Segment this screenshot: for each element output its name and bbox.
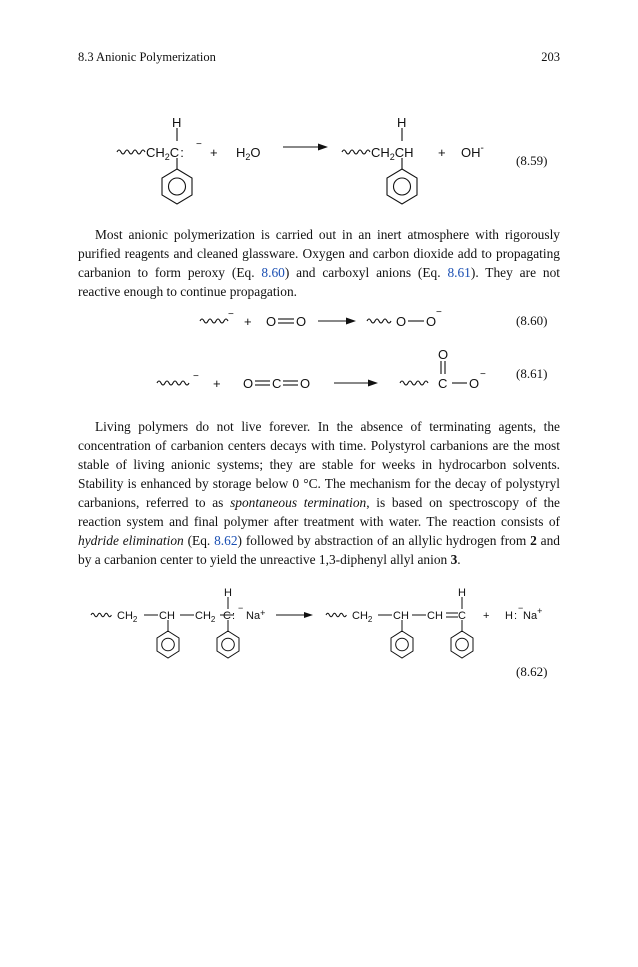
- methylene-label: $CH_2$: [352, 610, 373, 624]
- sodium-label: Na+: [523, 606, 543, 622]
- carbon-label: C: [438, 376, 448, 391]
- equation-number: (8.62): [516, 664, 548, 679]
- hydrogen-label: H: [458, 587, 466, 599]
- negative-charge: −: [196, 139, 202, 150]
- sodium-hydride-label: H:: [505, 610, 518, 622]
- negative-charge: −: [228, 309, 234, 320]
- paragraph: Most anionic polymerization is carried out in an inert atmosphere with rigorously purified reagents and cleaned glassware. Oxygen and carbon dioxide add to propagating carbanion to form peroxy (Eq. 8.60) and carboxyl anions (Eq. 8.61). They are not reactive enough to continue propagation.: [78, 227, 560, 299]
- equation-number: (8.59): [516, 153, 548, 168]
- page-number: 203: [541, 50, 560, 64]
- equation-8-62: [0, 585, 638, 665]
- polymer-chain-wavy: [326, 613, 346, 617]
- plus-sign: +: [244, 314, 252, 329]
- negative-charge: −: [238, 603, 244, 613]
- oxygen-label: O: [469, 376, 480, 391]
- paragraph: Living polymers do not live forever. In the absence of terminating agents, the concentration of carbanion centers decays with time. Polystyrol carbanions are the most stable of living anionic systems; they are stable for weeks in hydrocarbon solvents. Stability is enhanced by storage below 0 °C. The mechanism for the decay of polystyryl carbanions, referred to as spontaneous termination, is based on spectroscopy of the reaction system and final polymer after treatment with water. The reaction consists of hydride elimination (Eq. 8.62) followed by abstraction of an allylic hydrogen from 2 and by a carbanion center to yield the unreactive 1,3-diphenyl allyl anion 3.: [78, 419, 560, 567]
- plus-sign: +: [213, 376, 221, 391]
- oxygen-label: O: [266, 314, 277, 329]
- sodium-label: Na+: [246, 608, 266, 622]
- methine-label: CH: [393, 610, 409, 622]
- oxygen-label: O: [243, 376, 254, 391]
- plus-sign: +: [210, 145, 218, 160]
- polymer-chain-wavy: [400, 381, 428, 385]
- benzene-ring: [162, 169, 192, 204]
- oxygen-label: O: [396, 314, 407, 329]
- negative-charge: −: [193, 371, 199, 382]
- hydrogen-label: H: [224, 587, 232, 599]
- oxygen-label: O: [300, 376, 311, 391]
- polymer-chain-wavy: [342, 150, 370, 154]
- benzene-ring: [451, 631, 473, 658]
- carbon-label: C: [272, 376, 282, 391]
- equation-number: (8.60): [516, 313, 548, 328]
- section-title: 8.3 Anionic Polymerization: [78, 50, 216, 64]
- benzene-ring: [217, 631, 239, 658]
- oxygen-label: O: [438, 347, 449, 362]
- water-formula: $H_2O$: [236, 145, 261, 162]
- benzene-ring: [387, 169, 417, 204]
- oxygen-label: O: [426, 314, 437, 329]
- hydrogen-label: H: [397, 115, 407, 130]
- equation-link[interactable]: 8.61: [447, 265, 471, 280]
- benzene-ring: [391, 631, 413, 658]
- negative-charge: −: [480, 369, 486, 380]
- benzene-ring: [157, 631, 179, 658]
- negative-charge: −: [436, 307, 442, 318]
- methylene-label: $CH_2$: [117, 610, 138, 624]
- polymer-chain-wavy: [367, 319, 391, 323]
- hydroxide-label: OH-: [461, 143, 484, 160]
- hydrogen-label: H: [172, 115, 182, 130]
- negative-charge: −: [518, 603, 524, 613]
- equation-link[interactable]: 8.62: [214, 533, 238, 548]
- methylene-label: $CH_2$: [195, 610, 216, 624]
- polymer-chain-wavy: [117, 150, 145, 154]
- oxygen-label: O: [296, 314, 307, 329]
- plus-sign: +: [483, 610, 490, 622]
- methine-label: CH: [427, 610, 443, 622]
- methine-label: CH: [159, 610, 175, 622]
- methylene-label: $CH_2C$:: [146, 145, 184, 162]
- carbanion-label: C:: [223, 610, 236, 622]
- equation-number: (8.61): [516, 366, 548, 381]
- polymer-chain-wavy: [91, 613, 111, 617]
- equation-link[interactable]: 8.60: [261, 265, 285, 280]
- polymer-chain-wavy: [200, 319, 228, 323]
- running-head: [78, 50, 560, 66]
- polymer-chain-wavy: [157, 381, 189, 385]
- plus-sign: +: [438, 145, 446, 160]
- product-label: $CH_2CH$: [371, 145, 414, 162]
- carbon-label: C: [458, 610, 466, 622]
